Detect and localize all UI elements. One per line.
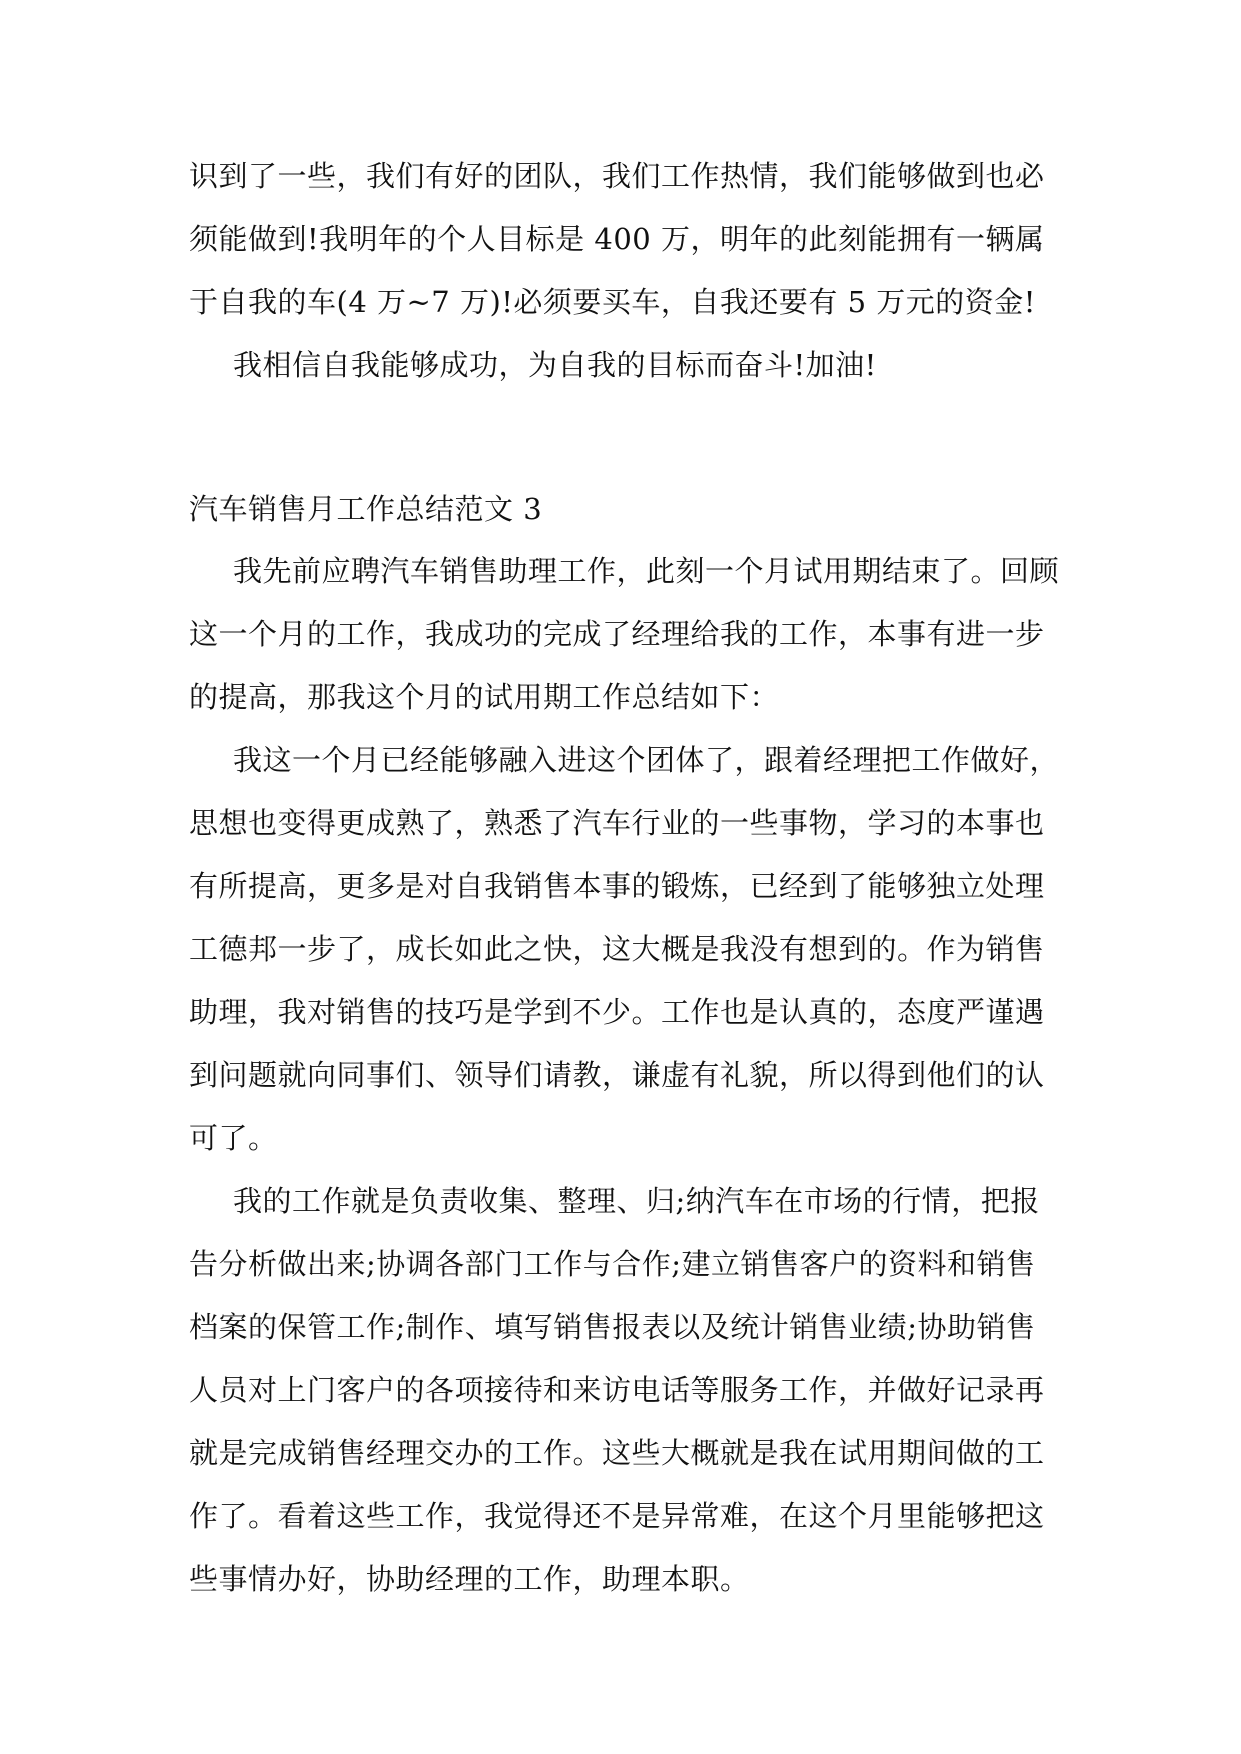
- section-title: 汽车销售月工作总结范文 3: [189, 492, 543, 526]
- body-paragraph-3: 我的工作就是负责收集、整理、归;纳汽车在市场的行情，把报告分析做出来;协调各部门工作与合作;建立销售客户的资料和销售档案的保管工作;制作、填写销售报表以及统计销售业绩;协助销售人员对上门客户的各项接待和来访电话等服务工作，并做好记录再就是完成销售经理交办的工作。这些大概就是我在试用期间做的工作了。看着这些工作，我觉得还不是异常难，在这个月里能够把这些事情办好，协助经理的工作，助理本职。: [189, 1184, 1045, 1596]
- closing-paragraph: 我相信自我能够成功，为自我的目标而奋斗!加油!: [233, 348, 877, 382]
- body-paragraph-1: 我先前应聘汽车销售助理工作，此刻一个月试用期结束了。回顾这一个月的工作，我成功的完成了经理给我的工作，本事有进一步的提高，那我这个月的试用期工作总结如下：: [189, 554, 1060, 714]
- top-text-block: [189, 145, 1059, 397]
- continuation-paragraph: 识到了一些，我们有好的团队，我们工作热情，我们能够做到也必须能做到!我明年的个人目标是 400 万，明年的此刻能拥有一辆属于自我的车(4 万~7 万)!必须要买车，自我还要有 5 万元的资金!: [189, 159, 1045, 319]
- body-paragraph-2: 我这一个月已经能够融入进这个团体了，跟着经理把工作做好，思想也变得更成熟了，熟悉了汽车行业的一些事物，学习的本事也有所提高，更多是对自我销售本事的锻炼，已经到了能够独立处理工德邦一步了，成长如此之快，这大概是我没有想到的。作为销售助理，我对销售的技巧是学到不少。工作也是认真的，态度严谨遇到问题就向同事们、领导们请教，谦虚有礼貌，所以得到他们的认可了。: [189, 743, 1060, 1155]
- section-body: [189, 540, 1059, 1611]
